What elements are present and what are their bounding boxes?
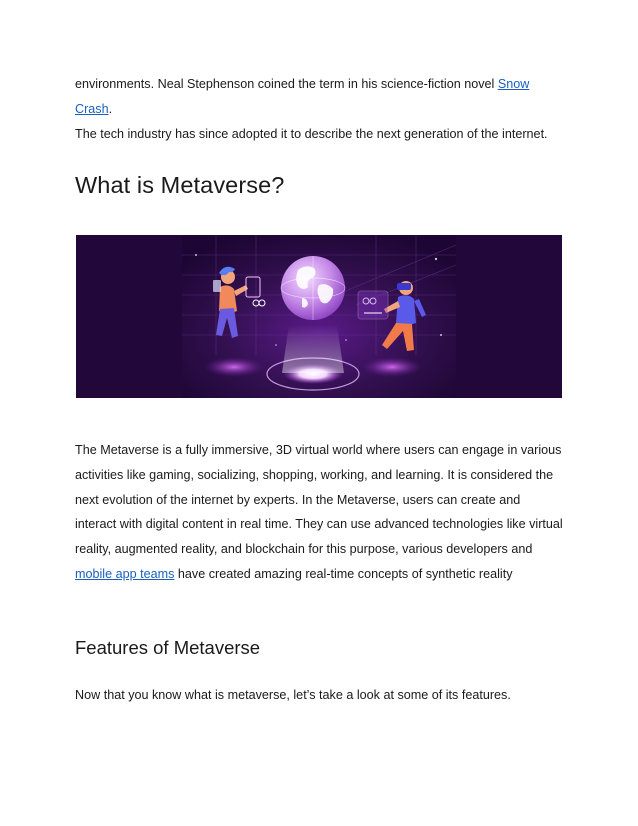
intro-line1-end: . [108,101,113,116]
definition-text-end: have created amazing real-time concepts of synthetic reality [174,566,513,581]
section-heading-features: Features of Metaverse [75,637,261,658]
section-heading-what-is-metaverse: What is Metaverse? [75,172,285,198]
intro-line2-text: The tech industry has since adopted it to describe the next generation of the internet. [75,126,548,141]
metaverse-definition-paragraph [75,438,565,587]
left-pad [204,357,264,377]
definition-text: The Metaverse is a fully immersive, 3D virtual world where users can engage in various activities like gaming, socializing, shopping, working, and learning. It is considered the next evolution of the internet by experts. In the Metaverse, users can create and interact with digital content in real time. They can use advanced technologies like virtual reality, augmented reality, and blockchain for this purpose, various developers and [75,443,563,557]
intro-line1-text: environments. Neal Stephenson coined the term in his science-fiction novel [75,77,498,91]
right-pad [362,357,422,377]
snow-crash-link[interactable]: Snow Crash [75,77,530,116]
mobile-app-teams-link[interactable]: mobile app teams [75,566,175,581]
vr-headset-icon [397,283,411,290]
metaverse-illustration [76,235,562,398]
intro-paragraph [75,72,565,146]
features-intro-paragraph: Now that you know what is metaverse, let’s take a look at some of its features. [75,688,511,702]
light-beam [282,325,344,373]
